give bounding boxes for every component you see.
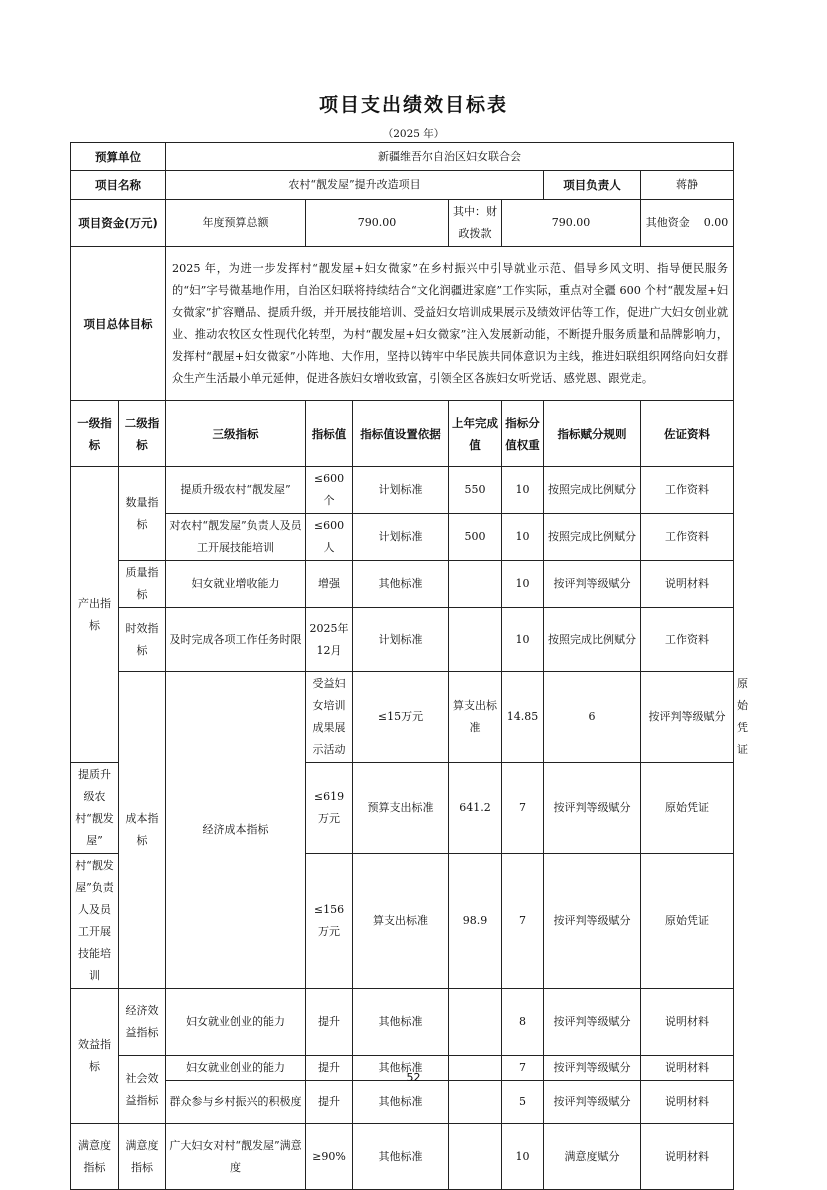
row-value: 增强 bbox=[306, 561, 353, 608]
row-basis: 计划标准 bbox=[353, 467, 449, 514]
row-rule: 按评判等级赋分 bbox=[641, 672, 734, 763]
row-weight: 6 bbox=[544, 672, 641, 763]
row-basis: 其他标准 bbox=[353, 1124, 449, 1190]
row-rule: 满意度赋分 bbox=[544, 1124, 641, 1190]
row-weight: 7 bbox=[502, 763, 544, 854]
row-rule: 按评判等级赋分 bbox=[544, 1081, 641, 1124]
level2-satisfaction: 满意度指标 bbox=[119, 1124, 166, 1190]
row-value: ≤156万元 bbox=[306, 854, 353, 989]
col-header: 指标值 bbox=[306, 401, 353, 467]
row-weight: 10 bbox=[502, 561, 544, 608]
level2-economic-cost: 经济成本指标 bbox=[166, 672, 306, 989]
row-basis: 计划标准 bbox=[353, 608, 449, 672]
col-header: 佐证资料 bbox=[641, 401, 734, 467]
row-value: ≤619万元 bbox=[306, 763, 353, 854]
budget-unit-label: 预算单位 bbox=[71, 143, 166, 171]
row-name: 及时完成各项工作任务时限 bbox=[166, 608, 306, 672]
row-value: 2025年12月 bbox=[306, 608, 353, 672]
row-value: ≤600个 bbox=[306, 467, 353, 514]
fiscal-value: 790.00 bbox=[502, 200, 641, 247]
row-weight: 7 bbox=[502, 854, 544, 989]
annual-budget-label: 年度预算总额 bbox=[166, 200, 306, 247]
row-value: 提升 bbox=[306, 1056, 353, 1081]
row-rule: 按评判等级赋分 bbox=[544, 763, 641, 854]
row-weight: 7 bbox=[502, 1056, 544, 1081]
performance-target-table: 预算单位 新疆维吾尔自治区妇女联合会 项目名称 农村“靓发屋”提升改造项目 项目负责人 蒋静 项目资金(万元) 年度预算总额 790.00 其中：财政拨款 790.00 其他资金 0.00 项目总体目标 2025 年，为进一步发挥村“靓发屋+妇女微家”在乡村振兴中引导就业示范、倡导乡风文明、指导便民服务的“妇”字号微基地作用，自治区妇联将持续结合“文化润疆进家庭”工作实际，重点对全疆 600 个村“靓发屋+妇女微家”扩容赠品、提质升级，并开展技能培训、受益妇女培训成果展示及绩效评估等工作，促进广大妇女创业就业、推动农牧区女性现代化转型，为村“靓发屋+妇女微家”注入发展新动能，不断提升服务质量和品牌影响力，发挥村“靓屋+妇女微家”小阵地、大作用，坚持以铸牢中华民族共同体意识为主线，推进妇联组织网络向妇女群众生产生活最小单元延伸，促进各族妇女增收致富，引领全区各族妇女听党话、感党恩、跟党走。 一级指标 二级指标 三级指标 指标值 指标值设置依据 上年完成值 指标分值权重 指标赋分规则 佐证资料 产出指标 数量指标 提质升级农村“靓发屋” ≤600个 计划标准 550 10 按照完成比例赋分 工作资料 对农村“靓发屋”负责人及员工开展技能培训 ≤600人 计划标准 500 10 按照完成比例赋分 工作资料 质量指标 妇女就业增收能力 增强 其他标准 10 按评判等级赋分 说明材料 时效指标 及时完成各项工作任务时限 2025年12月 计划标准 10 按照完成比例赋分 工作资料 成本指标 经济成本指标 受益妇女培训成果展示活动 ≤15万元 算支出标准 14.85 6 按评判等级赋分 原始凭证 提质升级农村“靓发屋” ≤619万元 预算支出标准 641.2 7 按评判等级赋分 原始凭证 村“靓发屋”负责人及员工开展技能培训 ≤156万元 算支出标准 98.9 7 按评判等级赋分 原始凭证 效益指标 经济效益指标 妇女就业创业的能力 提升 其他标准 8 按评判等级赋分 说明材料 社会效益指标 妇女就业创业的能力 提升 其他标准 7 按评判等级赋分 说明材料 群众参与乡村振兴的积极度 提升 其他标准 5 按评判等级赋分 说明材料 满意度指标 满意度指标 广大妇女对村“靓发屋”满意度 ≥90% 其他标准 10 满意度赋分 说明材料 bbox=[70, 142, 734, 1190]
row-evidence: 说明材料 bbox=[641, 1081, 734, 1124]
row-name: 提质升级农村“靓发屋” bbox=[71, 763, 119, 854]
row-last: 641.2 bbox=[449, 763, 502, 854]
project-name-label: 项目名称 bbox=[71, 171, 166, 200]
level2-economic-benefit: 经济效益指标 bbox=[119, 989, 166, 1056]
row-weight: 10 bbox=[502, 467, 544, 514]
row-basis: 算支出标准 bbox=[449, 672, 502, 763]
row-basis: 计划标准 bbox=[353, 514, 449, 561]
funds-label: 项目资金(万元) bbox=[71, 200, 166, 247]
row-value: ≤600人 bbox=[306, 514, 353, 561]
row-last bbox=[449, 1124, 502, 1190]
row-name: 妇女就业增收能力 bbox=[166, 561, 306, 608]
level2-quality: 质量指标 bbox=[119, 561, 166, 608]
row-basis: 预算支出标准 bbox=[353, 763, 449, 854]
row-name: 妇女就业创业的能力 bbox=[166, 989, 306, 1056]
row-evidence: 说明材料 bbox=[641, 1124, 734, 1190]
annual-budget-value: 790.00 bbox=[306, 200, 449, 247]
row-evidence: 工作资料 bbox=[641, 608, 734, 672]
row-weight: 5 bbox=[502, 1081, 544, 1124]
row-last bbox=[449, 989, 502, 1056]
row-rule: 按评判等级赋分 bbox=[544, 561, 641, 608]
col-header: 二级指标 bbox=[119, 401, 166, 467]
level1-benefit: 效益指标 bbox=[71, 989, 119, 1124]
page-number: 52 bbox=[406, 1071, 421, 1084]
col-header: 三级指标 bbox=[166, 401, 306, 467]
fiscal-label: 其中：财政拨款 bbox=[449, 200, 502, 247]
row-rule: 按评判等级赋分 bbox=[544, 1056, 641, 1081]
row-rule: 按照完成比例赋分 bbox=[544, 467, 641, 514]
other-funds-value: 0.00 bbox=[703, 216, 729, 229]
row-weight: 10 bbox=[502, 1124, 544, 1190]
row-basis: 其他标准 bbox=[353, 989, 449, 1056]
row-rule: 按照完成比例赋分 bbox=[544, 514, 641, 561]
row-weight: 8 bbox=[502, 989, 544, 1056]
col-header: 上年完成值 bbox=[449, 401, 502, 467]
row-name: 村“靓发屋”负责人及员工开展技能培训 bbox=[71, 854, 119, 989]
level2-quantity: 数量指标 bbox=[119, 467, 166, 561]
budget-unit-value: 新疆维吾尔自治区妇女联合会 bbox=[166, 143, 734, 171]
row-basis: 算支出标准 bbox=[353, 854, 449, 989]
level1-output: 产出指标 bbox=[71, 467, 119, 763]
row-value: ≤15万元 bbox=[353, 672, 449, 763]
level1-satisfaction: 满意度指标 bbox=[71, 1124, 119, 1190]
row-rule: 按评判等级赋分 bbox=[544, 854, 641, 989]
row-evidence: 说明材料 bbox=[641, 989, 734, 1056]
row-rule: 按照完成比例赋分 bbox=[544, 608, 641, 672]
col-header: 一级指标 bbox=[71, 401, 119, 467]
project-leader-value: 蒋静 bbox=[641, 171, 734, 200]
row-last: 98.9 bbox=[449, 854, 502, 989]
other-funds bbox=[641, 200, 734, 247]
row-evidence: 工作资料 bbox=[641, 514, 734, 561]
row-evidence: 原始凭证 bbox=[641, 763, 734, 854]
row-last: 550 bbox=[449, 467, 502, 514]
row-basis: 其他标准 bbox=[353, 1081, 449, 1124]
row-last bbox=[449, 561, 502, 608]
year-label: （2025 年） bbox=[382, 128, 445, 140]
row-name: 群众参与乡村振兴的积极度 bbox=[166, 1081, 306, 1124]
row-name: 广大妇女对村“靓发屋”满意度 bbox=[166, 1124, 306, 1190]
row-name: 提质升级农村“靓发屋” bbox=[166, 467, 306, 514]
row-evidence: 说明材料 bbox=[641, 561, 734, 608]
page-title: 项目支出绩效目标表 bbox=[318, 94, 508, 116]
row-weight: 10 bbox=[502, 514, 544, 561]
col-header: 指标值设置依据 bbox=[353, 401, 449, 467]
row-name: 对农村“靓发屋”负责人及员工开展技能培训 bbox=[166, 514, 306, 561]
row-value: ≥90% bbox=[306, 1124, 353, 1190]
row-evidence: 工作资料 bbox=[641, 467, 734, 514]
row-basis: 其他标准 bbox=[353, 561, 449, 608]
row-value: 提升 bbox=[306, 989, 353, 1056]
col-header: 指标赋分规则 bbox=[544, 401, 641, 467]
other-funds-label: 其他资金 bbox=[645, 216, 690, 229]
row-last bbox=[449, 1081, 502, 1124]
row-evidence: 原始凭证 bbox=[641, 854, 734, 989]
level2-social-benefit: 社会效益指标 bbox=[119, 1056, 166, 1124]
row-rule: 按评判等级赋分 bbox=[544, 989, 641, 1056]
row-value: 提升 bbox=[306, 1081, 353, 1124]
goal-text: 2025 年，为进一步发挥村“靓发屋+妇女微家”在乡村振兴中引导就业示范、倡导乡风文明、指导便民服务的“妇”字号微基地作用，自治区妇联将持续结合“文化润疆进家庭”工作实际，重点对全疆 600 个村“靓发屋+妇女微家”扩容赠品、提质升级，并开展技能培训、受益妇女培训成果展示及绩效评估等工作，促进广大妇女创业就业、推动农牧区女性现代化转型，为村“靓发屋+妇女微家”注入发展新动能，不断提升服务质量和品牌影响力，发挥村“靓屋+妇女微家”小阵地、大作用，坚持以铸牢中华民族共同体意识为主线，推进妇联组织网络向妇女群众生产生活最小单元延伸，促进各族妇女增收致富，引领全区各族妇女听党话、感党恩、跟党走。 bbox=[166, 247, 734, 401]
project-leader-label: 项目负责人 bbox=[544, 171, 641, 200]
project-name-value: 农村“靓发屋”提升改造项目 bbox=[166, 171, 544, 200]
row-last: 500 bbox=[449, 514, 502, 561]
row-basis: 其他标准 bbox=[353, 1056, 449, 1081]
row-weight: 10 bbox=[502, 608, 544, 672]
row-evidence: 说明材料 bbox=[641, 1056, 734, 1081]
row-name: 受益妇女培训成果展示活动 bbox=[306, 672, 353, 763]
row-name: 妇女就业创业的能力 bbox=[166, 1056, 306, 1081]
row-last: 14.85 bbox=[502, 672, 544, 763]
level2-timeliness: 时效指标 bbox=[119, 608, 166, 672]
row-last bbox=[449, 608, 502, 672]
goal-label: 项目总体目标 bbox=[71, 247, 166, 401]
col-header: 指标分值权重 bbox=[502, 401, 544, 467]
level1-cost: 成本指标 bbox=[119, 672, 166, 989]
